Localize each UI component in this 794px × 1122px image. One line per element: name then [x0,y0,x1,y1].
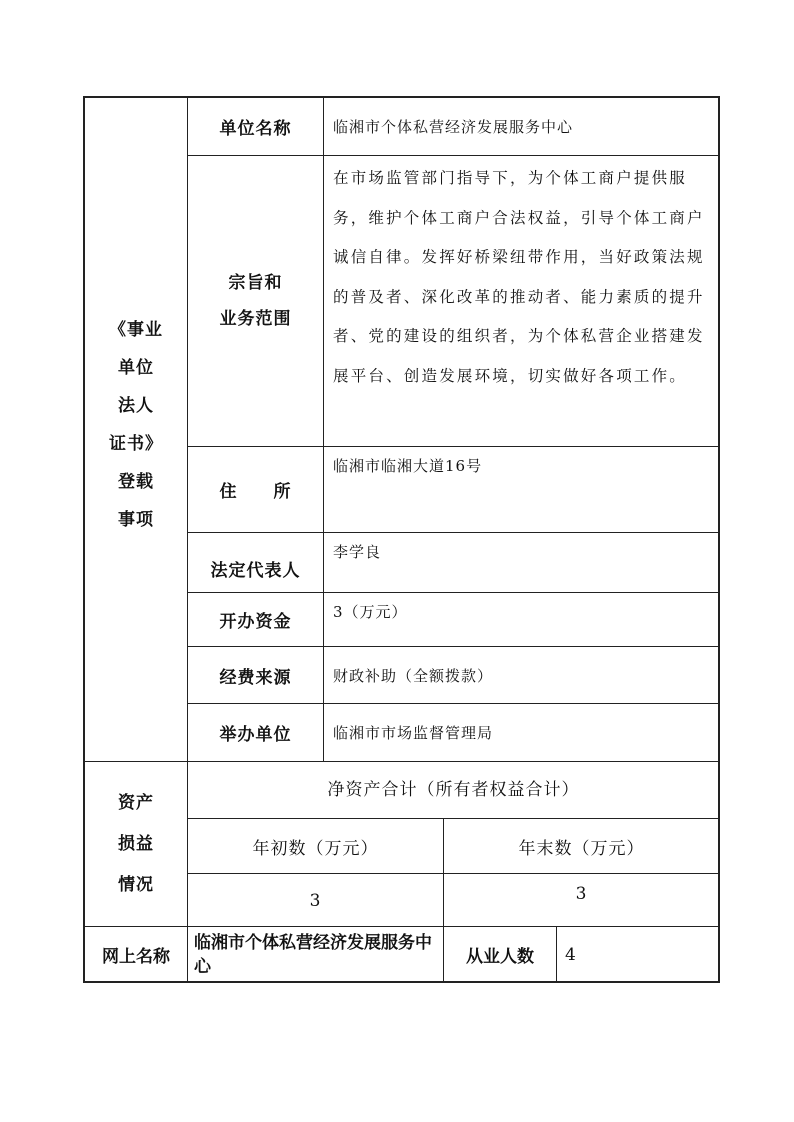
registration-section-label [85,300,187,550]
legal-representative-value: 李学良 [333,543,382,561]
section-label-line: 损益 [118,833,154,854]
grid-line [187,873,719,874]
unit-name-value: 临湘市个体私营经济发展服务中心 [333,118,574,136]
section-label-line: 事项 [118,510,154,530]
unit-name-label: 单位名称 [219,119,292,139]
section-label-line: 情况 [118,874,154,895]
purpose-scope-label [188,156,323,446]
section-label-line: 证书》 [109,434,163,454]
sponsor-label: 举办单位 [219,725,292,745]
legal-representative-label: 法定代表人 [210,561,301,581]
section-label-line: 资产 [118,792,154,813]
purpose-scope-value: 在市场监管部门指导下，为个体工商户提供服务，维护个体工商户合法权益，引导个体工商户诚信自律。发挥好桥梁纽带作用，当好政策法规的普及者、深化改革的推动者、能力素质的提升者、党的建设的组织者，为个体私营企业搭建发展平台、创造发展环境，切实做好各项工作。 [333,169,705,385]
staff-count-value: 4 [565,944,577,965]
sponsor-value: 临湘市市场监督管理局 [333,724,494,742]
begin-year-label: 年初数（万元） [252,838,379,859]
assets-section-label [85,762,187,926]
grid-line [556,926,557,982]
address-label: 住 所 [219,482,292,502]
start-capital-label: 开办资金 [219,612,292,632]
end-year-label: 年末数（万元） [518,838,645,859]
funding-source-value: 财政补助（全额拨款） [333,666,494,685]
start-capital-value: 3（万元） [333,603,408,621]
section-label-line: 法人 [118,396,154,416]
funding-source-label: 经费来源 [219,667,292,688]
end-year-value: 3 [575,884,588,904]
section-label-line: 单位 [118,358,154,378]
section-label-line: 登载 [118,472,154,492]
online-name-label: 网上名称 [102,947,170,967]
staff-count-label: 从业人数 [466,947,534,967]
net-assets-header: 净资产合计（所有者权益合计） [327,779,580,800]
label-line: 业务范围 [219,309,292,329]
address-value: 临湘市临湘大道16号 [333,457,483,475]
label-line: 宗旨和 [228,273,283,293]
section-label-line: 《事业 [109,320,163,340]
begin-year-value: 3 [309,891,322,911]
online-name-value: 临湘市个体私营经济发展服务中心 [194,932,432,977]
